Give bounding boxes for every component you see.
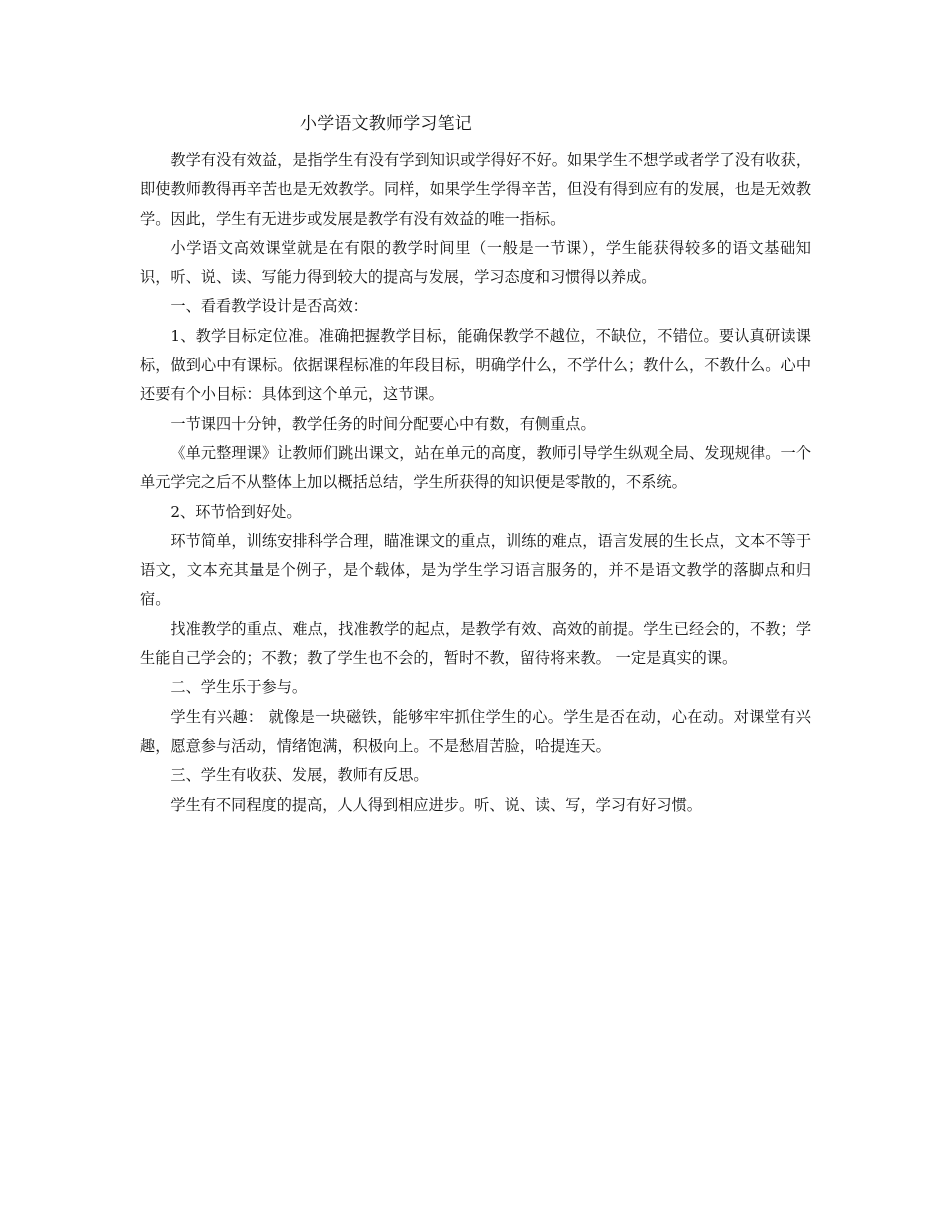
paragraph-time: 一节课四十分钟，教学任务的时间分配要心中有数，有侧重点。: [170, 414, 596, 433]
paragraph-steps: 环节简单，训练安排科学合理，瞄准课文的重点，训练的难点，语言发展的生长点，文本不等于语文，文本充其量是个例子，是个载体，是为学生学习语言服务的，并不是语文教学的落脚点和归宿。: [140, 531, 811, 609]
section-heading-1: 一、看看教学设计是否高效：: [170, 297, 368, 316]
paragraph-progress: 学生有不同程度的提高，人人得到相应进步。听、说、读、写，学习有好习惯。: [170, 795, 702, 814]
paragraph-definition: 小学语文高效课堂就是在有限的教学时间里（一般是一节课），学生能获得较多的语文基础知识，听、说、读、写能力得到较大的提高与发展，学习态度和习惯得以养成。: [140, 238, 811, 287]
document-title: 小学语文教师学习笔记: [300, 114, 472, 134]
subsection-heading-2: 2、环节恰到好处。: [170, 502, 302, 521]
paragraph-interest: 学生有兴趣： 就像是一块磁铁，能够牢牢抓住学生的心。学生是否在动，心在动。对课堂有兴趣，愿意参与活动，情绪饱满，积极向上。不是愁眉苦脸，哈提连天。: [140, 707, 811, 755]
paragraph-intro: 教学有没有效益，是指学生有没有学到知识或学得好不好。如果学生不想学或者学了没有收获，即使教师教得再辛苦也是无效教学。同样，如果学生学得辛苦，但没有得到应有的发展，也是无效教学。因此，学生有无进步或发展是教学有没有效益的唯一指标。: [140, 151, 811, 228]
paragraph-goal: 1、教学目标定位准。准确把握教学目标，能确保教学不越位，不缺位，不错位。要认真研读课标，做到心中有课标。依据课程标准的年段目标，明确学什么，不学什么；教什么，不教什么。心中还要有个小目标：具体到这个单元，这节课。: [140, 326, 811, 404]
section-heading-2: 二、学生乐于参与。: [170, 678, 308, 697]
section-heading-3: 三、学生有收获、发展，教师有反思。: [170, 766, 429, 785]
paragraph-focus: 找准教学的重点、难点，找准教学的起点，是教学有效、高效的前提。学生已经会的，不教；学生能自己学会的；不教；教了学生也不会的，暂时不教，留待将来教。 一定是真实的课。: [140, 619, 811, 668]
paragraph-unit: 《单元整理课》让教师们跳出课文，站在单元的高度，教师引导学生纵观全局、发现规律。一个单元学完之后不从整体上加以概括总结，学生所获得的知识便是零散的，不系统。: [140, 443, 811, 492]
document-body: [140, 146, 811, 820]
